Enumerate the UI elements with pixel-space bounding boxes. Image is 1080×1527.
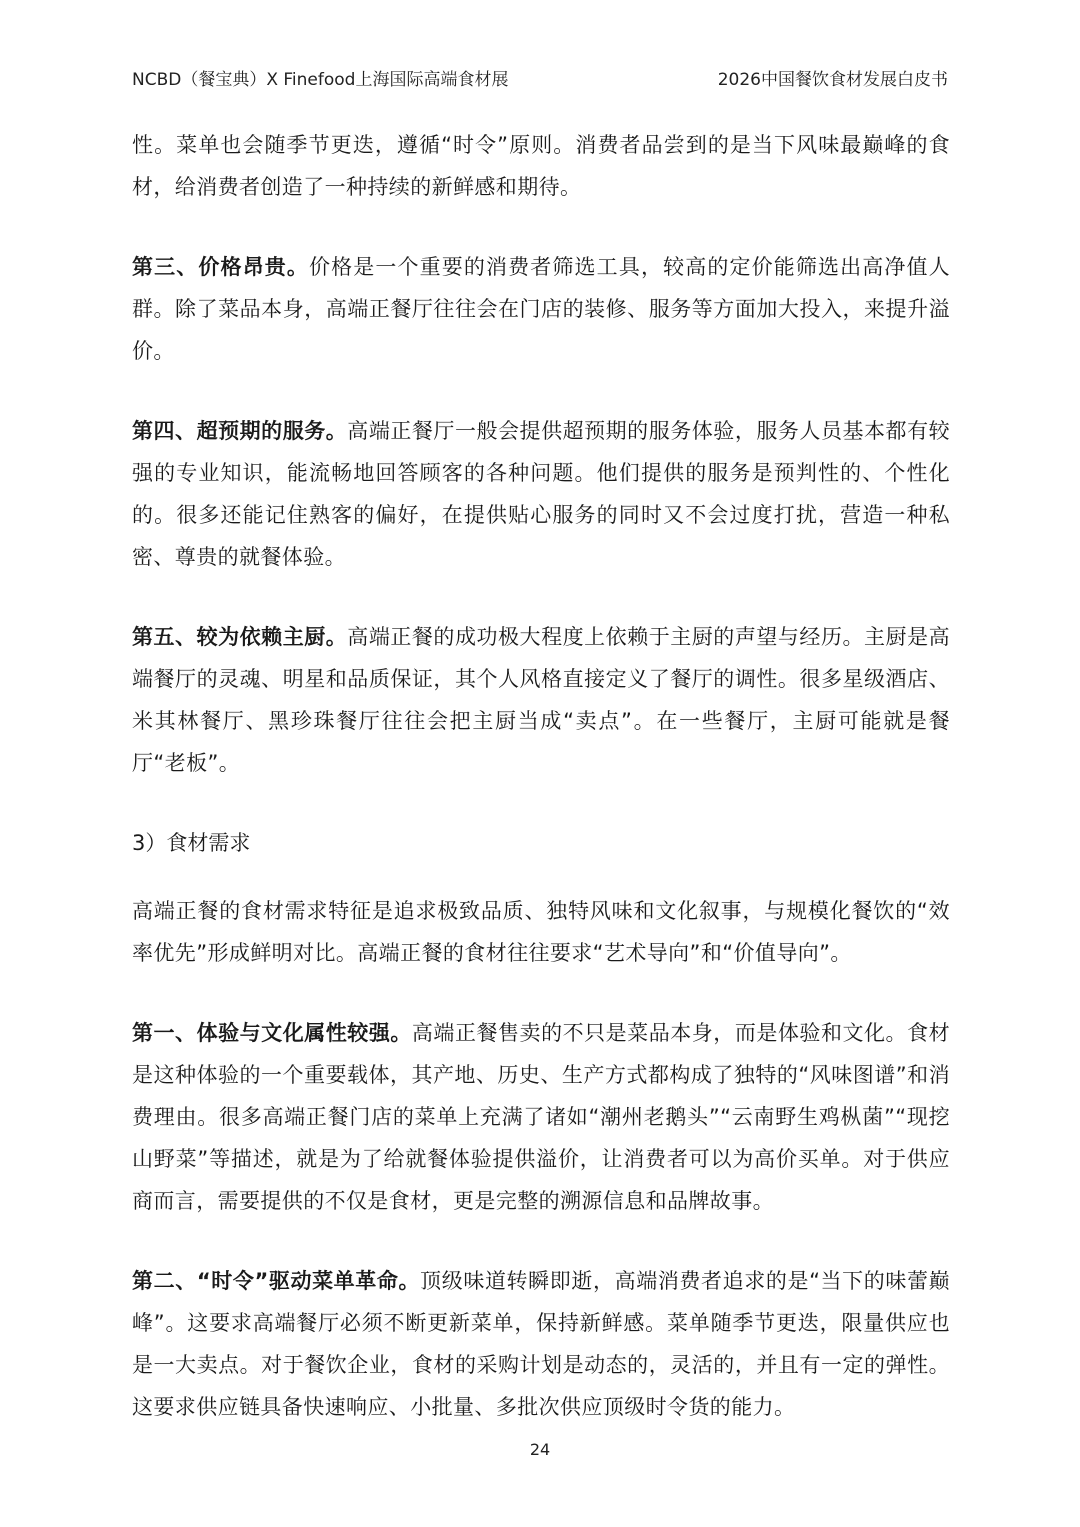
paragraph-continuation bbox=[132, 124, 950, 208]
paragraph-lead: 第二、“时令”驱动菜单革命。 bbox=[132, 1269, 421, 1293]
paragraph-service bbox=[132, 410, 950, 578]
section-heading: 3）食材需求 bbox=[132, 831, 251, 855]
page-header bbox=[132, 62, 948, 92]
page-body bbox=[132, 124, 950, 1466]
paragraph-lead: 第五、较为依赖主厨。 bbox=[132, 625, 348, 649]
paragraph-text: 高端正餐的食材需求特征是追求极致品质、独特风味和文化叙事，与规模化餐饮的“效率优先”形成鲜明对比。高端正餐的食材往往要求“艺术导向”和“价值导向”。 bbox=[132, 899, 950, 965]
paragraph-lead: 第四、超预期的服务。 bbox=[132, 419, 348, 443]
header-right-title: 2026中国餐饮食材发展白皮书 bbox=[717, 69, 948, 90]
paragraph-text: 高端正餐厅一般会提供超预期的服务体验，服务人员基本都有较强的专业知识，能流畅地回答顾客的各种问题。他们提供的服务是预判性的、个性化的。很多还能记住熟客的偏好，在提供贴心服务的同时又不会过度打扰，营造一种私密、尊贵的就餐体验。 bbox=[132, 419, 950, 569]
paragraph-lead: 第一、体验与文化属性较强。 bbox=[132, 1021, 412, 1045]
paragraph-seasonal bbox=[132, 1260, 950, 1428]
paragraph-text: 价格是一个重要的消费者筛选工具，较高的定价能筛选出高净值人群。除了菜品本身，高端正餐厅往往会在门店的装修、服务等方面加大投入，来提升溢价。 bbox=[132, 255, 950, 363]
paragraph-culture bbox=[132, 1012, 950, 1222]
paragraph-ingredient-intro bbox=[132, 890, 950, 974]
page-number: 24 bbox=[529, 1440, 551, 1459]
header-left-title: NCBD（餐宝典）X Finefood上海国际高端食材展 bbox=[132, 69, 509, 90]
paragraph-chef bbox=[132, 616, 950, 784]
paragraph-text: 高端正餐售卖的不只是菜品本身，而是体验和文化。食材是这种体验的一个重要载体，其产地、历史、生产方式都构成了独特的“风味图谱”和消费理由。很多高端正餐门店的菜单上充满了诸如“潮州老鹅头”“云南野生鸡枞菌”“现挖山野菜”等描述，就是为了给就餐体验提供溢价，让消费者可以为高价买单。对于供应商而言，需要提供的不仅是食材，更是完整的溯源信息和品牌故事。 bbox=[132, 1021, 950, 1213]
paragraph-text: 性。菜单也会随季节更迭，遵循“时令”原则。消费者品尝到的是当下风味最巅峰的食材，给消费者创造了一种持续的新鲜感和期待。 bbox=[132, 133, 950, 199]
paragraph-text: 高端正餐的成功极大程度上依赖于主厨的声望与经历。主厨是高端餐厅的灵魂、明星和品质保证，其个人风格直接定义了餐厅的调性。很多星级酒店、米其林餐厅、黑珍珠餐厅往往会把主厨当成“卖点”。在一些餐厅，主厨可能就是餐厅“老板”。 bbox=[132, 625, 950, 775]
paragraph-lead: 第三、价格昂贵。 bbox=[132, 255, 310, 279]
paragraph-text: 顶级味道转瞬即逝，高端消费者追求的是“当下的味蕾巅峰”。这要求高端餐厅必须不断更新菜单，保持新鲜感。菜单随季节更迭，限量供应也是一大卖点。对于餐饮企业，食材的采购计划是动态的，灵活的，并且有一定的弹性。这要求供应链具备快速响应、小批量、多批次供应顶级时令货的能力。 bbox=[132, 1269, 950, 1419]
paragraph-price bbox=[132, 246, 950, 372]
